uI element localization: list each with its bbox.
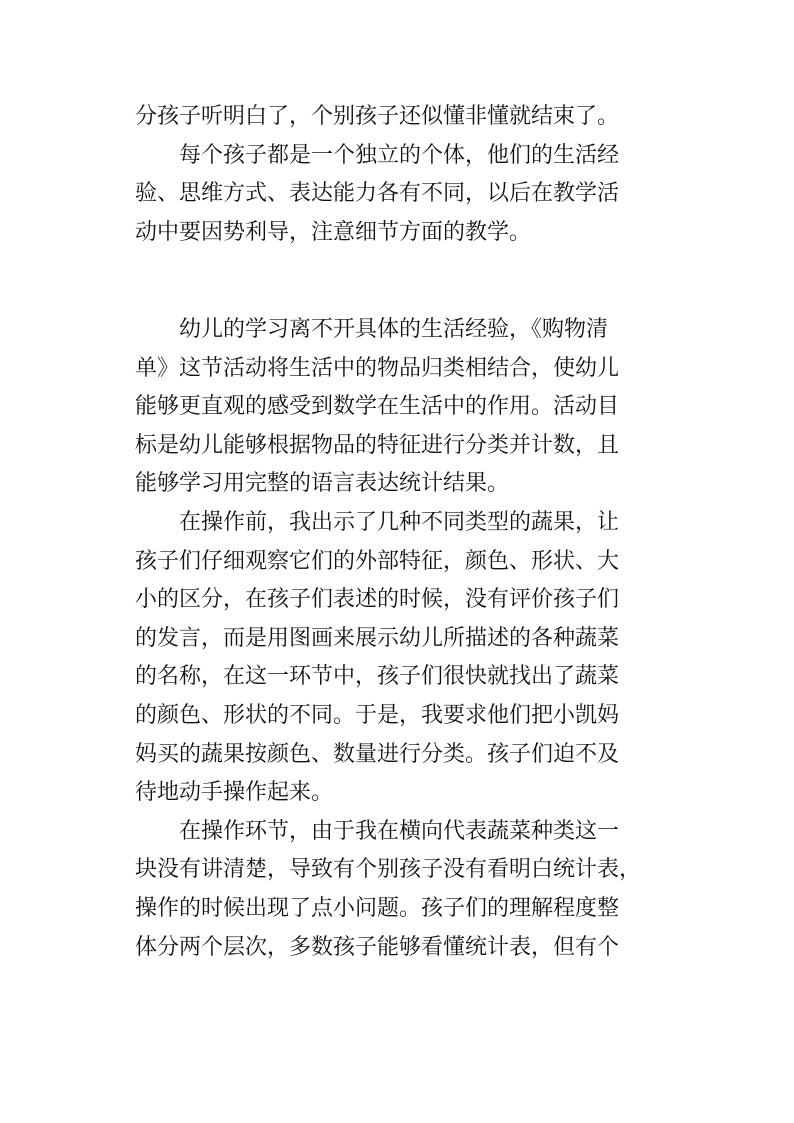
paragraph-intro (135, 311, 665, 504)
paragraph-reflection (135, 137, 665, 253)
text-line: 在操作环节，由于我在横向代表蔬菜种类这一 (179, 818, 620, 844)
text-line: 块没有讲清楚，导致有个别孩子没有看明白统计表， (135, 857, 642, 883)
text-line: 每个孩子都是一个独立的个体，他们的生活经 (179, 142, 620, 168)
text-line: 操作的时候出现了点小问题。孩子们的理解程度整 (135, 895, 620, 921)
text-line: 在操作前，我出示了几种不同类型的蔬果，让 (179, 509, 620, 535)
text-line: 标是幼儿能够根据物品的特征进行分类并计数，且 (135, 432, 620, 458)
text-section-main (135, 311, 665, 967)
text-line: 的发言，而是用图画来展示幼儿所描述的各种蔬菜 (135, 625, 620, 651)
text-line: 体分两个层次，多数孩子能够看懂统计表，但有个 (135, 934, 620, 960)
text-section-top (135, 98, 665, 252)
paragraph-operation (135, 813, 665, 967)
text-line: 的名称，在这一环节中，孩子们很快就找出了蔬菜 (135, 664, 620, 690)
text-line: 小的区分，在孩子们表述的时候，没有评价孩子们 (135, 587, 620, 613)
paragraph-continuation (135, 98, 665, 137)
text-line: 单》这节活动将生活中的物品归类相结合，使幼儿 (135, 355, 620, 381)
text-line: 孩子们仔细观察它们的外部特征，颜色、形状、大 (135, 548, 620, 574)
text-line: 幼儿的学习离不开具体的生活经验，《购物清 (179, 317, 609, 342)
text-line: 能够更直观的感受到数学在生活中的作用。活动目 (135, 394, 620, 420)
text-line: 分孩子听明白了，个别孩子还似懂非懂就结束了。 (135, 104, 620, 129)
paragraph-before-operation (135, 504, 665, 813)
text-line: 动中要因势利导，注意细节方面的教学。 (135, 219, 532, 245)
text-line: 待地动手操作起来。 (135, 780, 334, 806)
text-line: 的颜色、形状的不同。于是，我要求他们把小凯妈 (135, 702, 620, 728)
text-line: 妈买的蔬果按颜色、数量进行分类。孩子们迫不及 (135, 741, 620, 767)
text-line: 验、思维方式、表达能力各有不同，以后在教学活 (135, 181, 620, 207)
text-line: 能够学习用完整的语言表达统计结果。 (135, 471, 510, 497)
